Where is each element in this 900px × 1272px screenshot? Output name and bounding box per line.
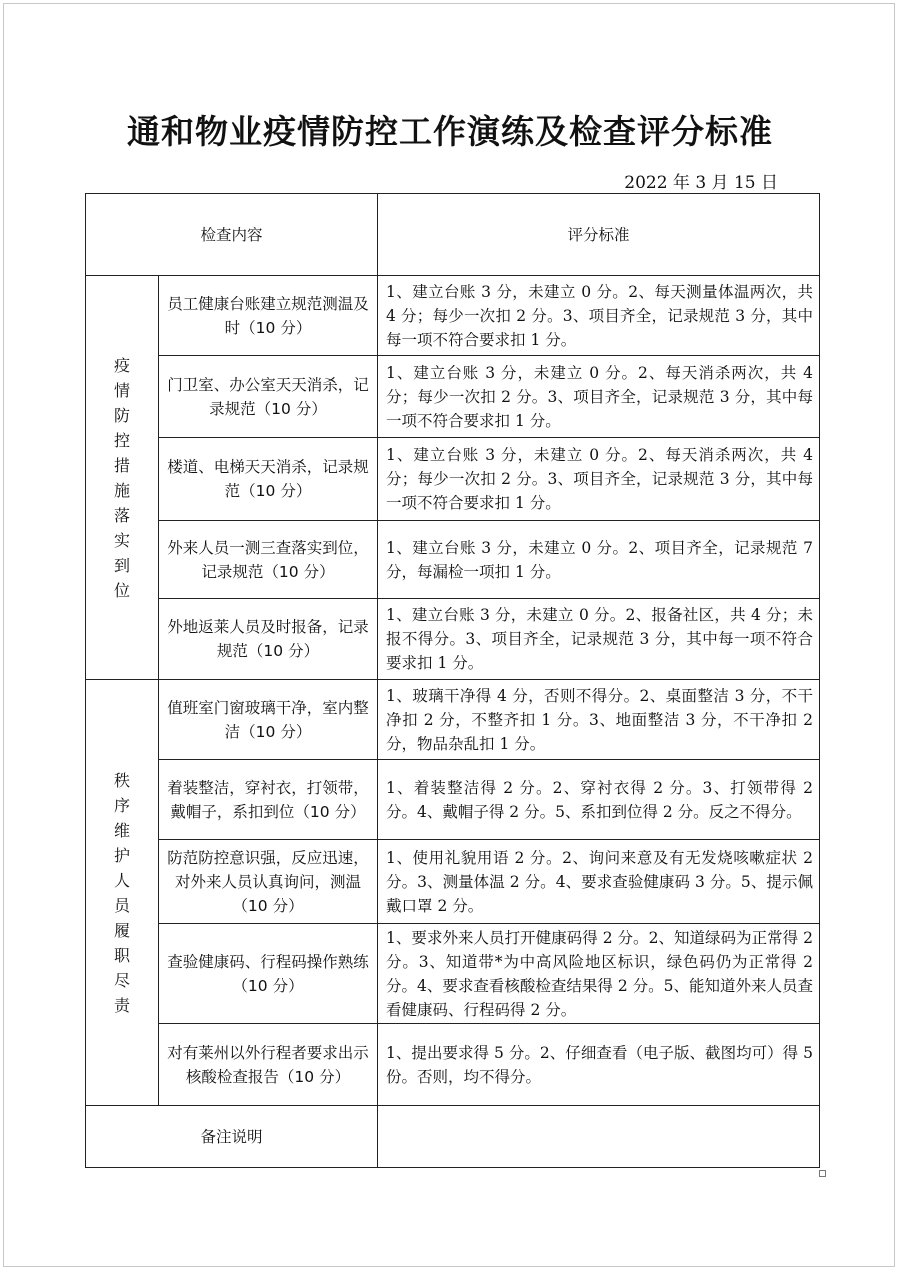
category-label: 疫情防控措施落实到位 <box>113 355 130 600</box>
header-content: 检查内容 <box>86 194 378 276</box>
item-cell: 外地返莱人员及时报备，记录规范（10 分） <box>159 599 378 680</box>
item-cell: 门卫室、办公室天天消杀，记录规范（10 分） <box>159 356 378 438</box>
table-row <box>86 599 820 680</box>
criteria-cell: 1、建立台账 3 分，未建立 0 分。2、每天测量体温两次，共 4 分；每少一次扣 2 分。3、项目齐全，记录规范 3 分，其中每一项不符合要求扣 1 分。 <box>378 276 820 356</box>
criteria-cell: 1、建立台账 3 分，未建立 0 分。2、报备社区，共 4 分；未报不得分。3、项目齐全，记录规范 3 分，其中每一项不符合要求扣 1 分。 <box>378 599 820 680</box>
item-cell: 防范防控意识强，反应迅速，对外来人员认真询问，测温（10 分） <box>159 840 378 924</box>
criteria-cell: 1、建立台账 3 分，未建立 0 分。2、每天消杀两次，共 4 分；每少一次扣 2 分。3、项目齐全，记录规范 3 分，其中每一项不符合要求扣 1 分。 <box>378 356 820 438</box>
table-row <box>86 276 820 356</box>
table-row <box>86 680 820 760</box>
table-row <box>86 760 820 840</box>
criteria-cell: 1、提出要求得 5 分。2、仔细查看（电子版、截图均可）得 5 份。否则，均不得分。 <box>378 1024 820 1106</box>
category-cell-security <box>86 680 159 1106</box>
criteria-cell: 1、使用礼貌用语 2 分。2、询问来意及有无发烧咳嗽症状 2 分。3、测量体温 2 分。4、要求查验健康码 3 分。5、提示佩戴口罩 2 分。 <box>378 840 820 924</box>
item-cell: 着装整洁，穿衬衣，打领带，戴帽子，系扣到位（10 分） <box>159 760 378 840</box>
item-cell: 员工健康台账建立规范测温及时（10 分） <box>159 276 378 356</box>
item-cell: 外来人员一测三查落实到位，记录规范（10 分） <box>159 521 378 599</box>
table-row <box>86 924 820 1024</box>
document-date: 2022 年 3 月 15 日 <box>624 173 778 193</box>
criteria-cell: 1、着装整洁得 2 分。2、穿衬衣得 2 分。3、打领带得 2 分。4、戴帽子得 2 分。5、系扣到位得 2 分。反之不得分。 <box>378 760 820 840</box>
item-cell: 查验健康码、行程码操作熟练（10 分） <box>159 924 378 1024</box>
item-cell: 对有莱州以外行程者要求出示核酸检查报告（10 分） <box>159 1024 378 1106</box>
criteria-cell: 1、建立台账 3 分，未建立 0 分。2、每天消杀两次，共 4 分；每少一次扣 2 分。3、项目齐全，记录规范 3 分，其中每一项不符合要求扣 1 分。 <box>378 438 820 521</box>
criteria-cell: 1、要求外来人员打开健康码得 2 分。2、知道绿码为正常得 2 分。3、知道带*为中高风险地区标识，绿色码仍为正常得 2 分。4、要求查看核酸检查结果得 2 分。5、能知道外来人员查看健康码、行程码得 2 分。 <box>378 924 820 1024</box>
criteria-cell: 1、玻璃干净得 4 分，否则不得分。2、桌面整洁 3 分，不干净扣 2 分，不整齐扣 1 分。3、地面整洁 3 分，不干净扣 2 分，物品杂乱扣 1 分。 <box>378 680 820 760</box>
table-row <box>86 521 820 599</box>
table-row <box>86 438 820 521</box>
category-cell-epidemic <box>86 276 159 680</box>
note-label: 备注说明 <box>86 1106 378 1168</box>
table-row <box>86 356 820 438</box>
table-row <box>86 1024 820 1106</box>
note-value <box>378 1106 820 1168</box>
category-label: 秩序维护人员履职尽责 <box>113 770 130 1015</box>
table-row <box>86 840 820 924</box>
item-cell: 值班室门窗玻璃干净，室内整洁（10 分） <box>159 680 378 760</box>
document-title: 通和物业疫情防控工作演练及检查评分标准 <box>127 112 773 151</box>
criteria-cell: 1、建立台账 3 分，未建立 0 分。2、项目齐全，记录规范 7 分，每漏检一项扣 1 分。 <box>378 521 820 599</box>
note-row <box>86 1106 820 1168</box>
corner-mark <box>819 1170 826 1177</box>
scoring-table <box>85 193 820 1168</box>
table-header-row <box>86 194 820 276</box>
header-standard: 评分标准 <box>378 194 820 276</box>
item-cell: 楼道、电梯天天消杀，记录规范（10 分） <box>159 438 378 521</box>
